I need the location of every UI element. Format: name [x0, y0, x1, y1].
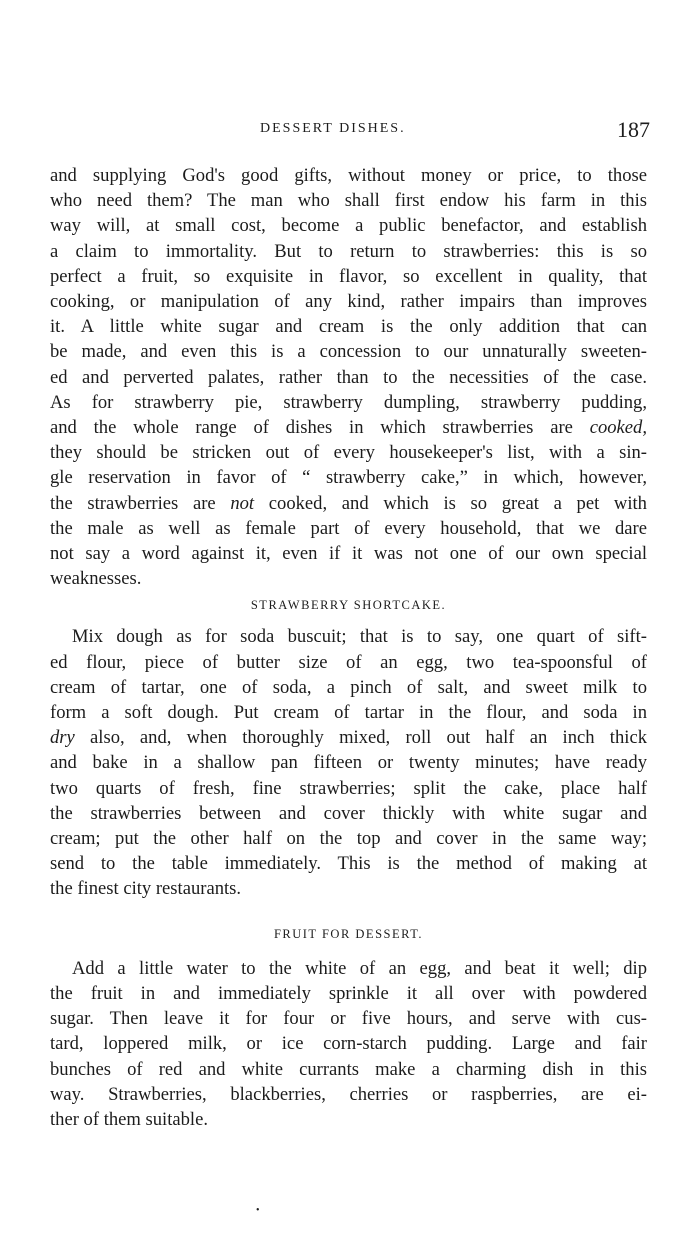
- text-line: and bake in a shallow pan fifteen or twenty minutes; have ready: [50, 752, 647, 774]
- text-line: two quarts of fresh, fine strawberries; split the cake, place half: [50, 777, 647, 799]
- printer-mark: •: [256, 1205, 260, 1216]
- text-line: the finest city restaurants.: [50, 878, 242, 900]
- text-line: the fruit in and immediately sprinkle it all over with powdered: [50, 982, 647, 1004]
- emphasis-not: not: [230, 492, 255, 514]
- paragraph-fruit-for-dessert: [50, 956, 647, 1132]
- text-line: the strawberries between and cover thickly with white sugar and: [50, 802, 647, 824]
- text-run: and the whole range of dishes in which strawberries are: [50, 417, 590, 439]
- text-line: sugar. Then leave it for four or five hours, and serve with cus-: [50, 1008, 647, 1030]
- text-line: send to the table immediately. This is the method of making at: [50, 853, 647, 875]
- text-line: they should be stricken out of every housekeeper's list, with a sin-: [50, 442, 647, 464]
- text-run: also, and, when thoroughly mixed, roll out half an inch thick: [74, 727, 647, 749]
- text-line: [50, 725, 647, 750]
- text-run: the strawberries are: [50, 492, 231, 514]
- text-run: cooked, and which is so great a pet with: [254, 492, 647, 514]
- text-line: As for strawberry pie, strawberry dumpling, strawberry pudding,: [50, 391, 647, 413]
- text-line: way will, at small cost, become a public benefactor, and establish: [50, 215, 647, 237]
- text-line: perfect a fruit, so exquisite in flavor, so excellent in quality, that: [50, 265, 647, 287]
- text-line: bunches of red and white currants make a charming dish in this: [50, 1058, 647, 1080]
- running-head-title: DESSERT DISHES.: [260, 121, 406, 136]
- text-line: a claim to immortality. But to return to strawberries: this is so: [50, 240, 647, 262]
- paragraph-strawberry-shortcake: [50, 624, 647, 901]
- text-line: cream; put the other half on the top and cover in the same way;: [50, 828, 647, 850]
- text-line: be made, and even this is a concession to our unnaturally sweeten-: [50, 341, 647, 363]
- text-line: weaknesses.: [50, 568, 142, 590]
- section-heading-fruit-for-dessert: FRUIT FOR DESSERT.: [273, 926, 424, 941]
- section-heading-strawberry-shortcake: STRAWBERRY SHORTCAKE.: [250, 598, 447, 613]
- text-line: Add a little water to the white of an egg, and beat it well; dip: [72, 957, 647, 979]
- emphasis-dry: dry: [50, 727, 75, 749]
- body-text: [50, 163, 647, 1132]
- page-number: 187: [617, 117, 650, 142]
- text-line: ther of them suitable.: [50, 1108, 209, 1130]
- emphasis-cooked: cooked,: [589, 417, 647, 439]
- text-line: [50, 415, 647, 440]
- text-line: form a soft dough. Put cream of tartar in the flour, and soda in: [50, 702, 647, 724]
- text-line: ed flour, piece of butter size of an egg, two tea-spoonsful of: [50, 651, 647, 673]
- text-line: it. A little white sugar and cream is the only addition that can: [50, 316, 647, 338]
- text-line: Mix dough as for soda buscuit; that is to say, one quart of sift-: [72, 626, 647, 648]
- text-line: cooking, or manipulation of any kind, rather impairs than improves: [50, 291, 647, 313]
- text-line: tard, loppered milk, or ice corn-starch pudding. Large and fair: [50, 1033, 647, 1055]
- text-line: ed and perverted palates, rather than to the necessities of the case.: [50, 366, 647, 388]
- text-line: and supplying God's good gifts, without money or price, to those: [50, 165, 647, 186]
- paragraph-strawberries-intro: [50, 163, 647, 591]
- text-line: way. Strawberries, blackberries, cherries or raspberries, are ei-: [50, 1083, 647, 1105]
- text-line: the male as well as female part of every household, that we dare: [50, 517, 647, 539]
- text-line: cream of tartar, one of soda, a pinch of salt, and sweet milk to: [50, 676, 647, 698]
- text-line: not say a word against it, even if it was not one of our own special: [50, 543, 647, 565]
- text-line: [50, 491, 647, 516]
- text-line: who need them? The man who shall first endow his farm in this: [50, 190, 647, 212]
- text-line: gle reservation in favor of “ strawberry cake,” in which, however,: [50, 467, 647, 489]
- running-head: [50, 117, 650, 147]
